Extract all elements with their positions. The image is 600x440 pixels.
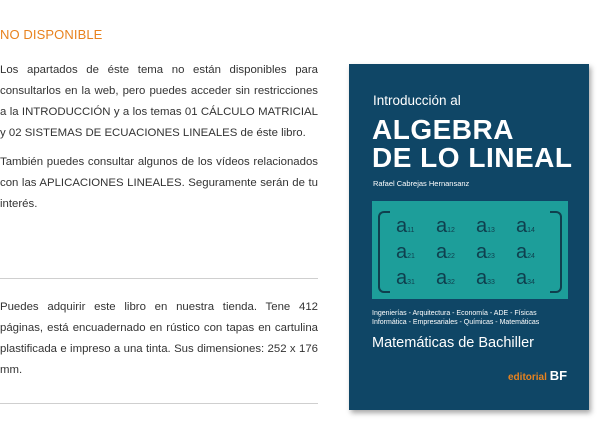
matrix-entry <box>516 239 556 265</box>
matrix-entry-index: 14 <box>527 227 535 234</box>
matrix-entry-letter: a <box>516 215 528 237</box>
book-title-line1: ALGEBRA <box>372 114 514 145</box>
matrix-cells <box>396 213 556 291</box>
matrix-entry <box>396 239 436 265</box>
matrix-entry-index: 32 <box>447 279 455 286</box>
matrix-entry-letter: a <box>436 267 448 289</box>
matrix-entry-letter: a <box>396 267 408 289</box>
matrix-entry-letter: a <box>476 267 488 289</box>
matrix-entry <box>476 239 516 265</box>
book-areas-line1: Ingenierías - Arquitectura - Economía - ADE - Físicas <box>372 310 537 317</box>
matrix-entry-index: 31 <box>407 279 415 286</box>
matrix-entry <box>396 265 436 291</box>
book-areas-line2: Informática - Empresariales - Químicas - Matemáticas <box>372 318 540 326</box>
videos-paragraph: También puedes consultar algunos de los vídeos relacionados con las APLICACIONES LINEALES. Seguramente serán de tu interés. <box>0 156 318 210</box>
store-paragraph: Puedes adquirir este libro en nuestra tienda. Tene 412 páginas, está encuadernado en rústico con tapas en cartulina plastificada e impreso a una tinta. Sus dimensiones: 252 x 176 mm. <box>0 301 318 376</box>
matrix-entry <box>396 213 436 239</box>
matrix-entry <box>476 265 516 291</box>
matrix-entry-index: 23 <box>487 253 495 260</box>
section-heading: NO DISPONIBLE <box>0 27 103 42</box>
book-intro-text: Introducción al <box>373 93 461 108</box>
matrix-entry-index: 11 <box>407 227 415 234</box>
availability-paragraph: Los apartados de éste tema no están disponibles para consultarlos en la web, pero puedes acceder sin restricciones a la INTRODUCCIÓN y a los temas 01 CÁLCULO MATRICIAL y 02 SISTEMAS DE ECUACIONES LINEALES de éste libro. <box>0 64 318 139</box>
book-cover-image <box>349 64 589 410</box>
matrix-entry-letter: a <box>516 241 528 263</box>
book-author: Rafael Cabrejas Hernansanz <box>373 179 470 188</box>
divider-bottom <box>0 403 318 404</box>
matrix-entry <box>436 265 476 291</box>
divider-top <box>0 278 318 279</box>
publisher-logo <box>508 368 567 383</box>
matrix-entry <box>516 213 556 239</box>
matrix-entry-index: 34 <box>527 279 535 286</box>
matrix-left-bracket <box>378 211 390 293</box>
matrix-entry-letter: a <box>516 267 528 289</box>
description-column <box>0 60 318 223</box>
matrix-entry-letter: a <box>436 215 448 237</box>
matrix-entry-letter: a <box>476 241 488 263</box>
matrix-entry-index: 12 <box>447 227 455 234</box>
matrix-entry-letter: a <box>396 215 408 237</box>
matrix-entry-letter: a <box>476 215 488 237</box>
matrix-entry-index: 21 <box>407 253 415 260</box>
matrix-entry-index: 13 <box>487 227 495 234</box>
matrix-illustration <box>372 201 568 299</box>
matrix-entry-index: 33 <box>487 279 495 286</box>
publisher-word: editorial <box>508 372 547 383</box>
book-title-line2: DE LO LINEAL <box>372 142 573 173</box>
matrix-entry-index: 22 <box>447 253 455 260</box>
matrix-entry <box>436 239 476 265</box>
matrix-entry-letter: a <box>396 241 408 263</box>
matrix-entry <box>516 265 556 291</box>
matrix-entry-index: 24 <box>527 253 535 260</box>
publisher-mark: BF <box>549 368 568 383</box>
matrix-entry-letter: a <box>436 241 448 263</box>
matrix-entry <box>436 213 476 239</box>
book-title <box>372 116 572 172</box>
book-series: Matemáticas de Bachiller <box>372 335 534 351</box>
matrix-entry <box>476 213 516 239</box>
book-areas <box>372 310 572 327</box>
